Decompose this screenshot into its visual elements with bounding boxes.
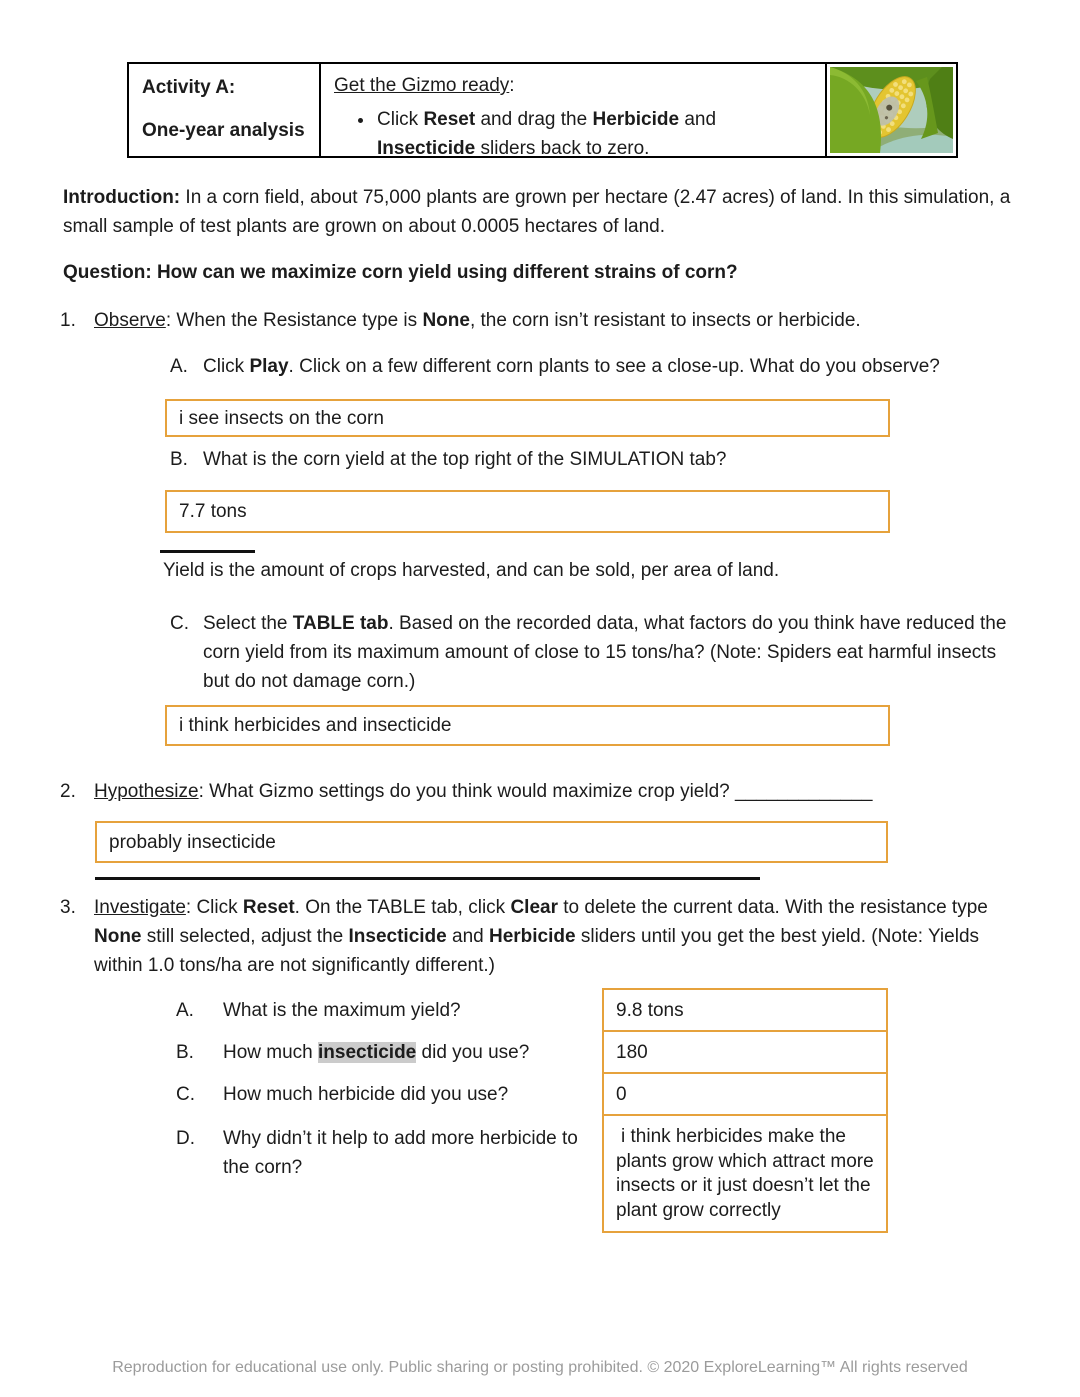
- blank-short-line: [160, 550, 255, 553]
- question-1c: [170, 609, 1020, 696]
- answer-box-1b[interactable]: [165, 490, 890, 533]
- answer-3b-text: 180: [616, 1041, 648, 1063]
- activity-name: One-year analysis: [142, 120, 305, 141]
- answer-2-text: probably insecticide: [109, 831, 276, 853]
- gizmo-ready-list: [334, 105, 815, 163]
- question-1b-letter: B.: [170, 449, 188, 470]
- question-3d-row: [176, 1114, 888, 1233]
- answer-box-1c[interactable]: [165, 705, 890, 746]
- item-2-number: 2.: [60, 781, 76, 802]
- answer-1b-text: 7.7 tons: [179, 501, 247, 522]
- answer-1a-text: i see insects on the corn: [179, 407, 384, 429]
- question-3a-letter: A.: [176, 999, 194, 1021]
- answer-box-2[interactable]: [95, 821, 888, 863]
- question-1a: [170, 352, 1020, 381]
- activity-label: Activity A:: [142, 77, 236, 98]
- question-1b-text: What is the corn yield at the top right of the SIMULATION tab?: [203, 449, 727, 470]
- answer-box-3d[interactable]: [602, 1114, 888, 1233]
- question-1b: [170, 445, 1020, 474]
- corn-photo: [830, 67, 953, 153]
- gizmo-header-table: [127, 62, 958, 158]
- question-3c-text: How much herbicide did you use?: [223, 1083, 509, 1105]
- answer-box-3b[interactable]: [602, 1030, 888, 1074]
- item-1-text: Observe: When the Resistance type is None, the corn isn’t resistant to insects or herbicide.: [94, 310, 861, 331]
- question-3d-letter: D.: [176, 1128, 195, 1149]
- answer-3a-text: 9.8 tons: [616, 999, 684, 1021]
- corn-photo-cell: [825, 64, 956, 156]
- gizmo-instructions-cell: [321, 64, 825, 159]
- item-3-number: 3.: [60, 897, 76, 918]
- question-3d-text: Why didn’t it help to add more herbicide to the corn?: [223, 1128, 578, 1178]
- activity-cell: [129, 64, 321, 156]
- footer-copyright: Reproduction for educational use only. Public sharing or posting prohibited. © 2020 ExploreLearning™ All rights reserved: [112, 1359, 968, 1376]
- item-2: [60, 777, 1020, 806]
- question-heading: Question: How can we maximize corn yield using different strains of corn?: [63, 262, 738, 283]
- answer-box-3c[interactable]: [602, 1072, 888, 1116]
- question-3b-text: How much insecticide did you use?: [223, 1041, 530, 1063]
- question-3c-row: [176, 1072, 888, 1116]
- intro-paragraph: Introduction: In a corn field, about 75,000 plants are grown per hectare (2.47 acres) of land. In this simulation, a small sample of test plants are grown on about 0.0005 hectares of land.: [63, 187, 1011, 237]
- question-1c-letter: C.: [170, 613, 189, 634]
- item-3: [60, 893, 1020, 980]
- yield-definition-note: Yield is the amount of crops harvested, and can be sold, per area of land.: [163, 560, 780, 581]
- answer-1c-text: i think herbicides and insecticide: [179, 715, 452, 736]
- question-3b-row: [176, 1030, 888, 1074]
- item-1-number: 1.: [60, 310, 76, 331]
- gizmo-ready-title: Get the Gizmo ready:: [334, 75, 515, 96]
- question-3b-letter: B.: [176, 1041, 194, 1063]
- answer-box-3a[interactable]: [602, 988, 888, 1032]
- question-3a-row: [176, 988, 888, 1032]
- question-1a-text: Click Play. Click on a few different corn plants to see a close-up. What do you observe?: [203, 356, 940, 377]
- question-3-grid: [0, 988, 1080, 1233]
- question-1a-letter: A.: [170, 356, 188, 377]
- blank-long-line: [95, 877, 760, 880]
- item-3-text: Investigate: Click Reset. On the TABLE tab, click Clear to delete the current data. With the resistance type None still selected, adjust the Insecticide and Herbicide sliders until you get the best yield. (Note: Yields within 1.0 tons/ha are not significantly different.): [94, 897, 988, 976]
- question-1c-text: Select the TABLE tab. Based on the recorded data, what factors do you think have reduced the corn yield from its maximum amount of close to 15 tons/ha? (Note: Spiders eat harmful insects but do not damage corn.): [203, 613, 1007, 692]
- question-3c-letter: C.: [176, 1083, 195, 1105]
- question-3a-text: What is the maximum yield?: [223, 999, 461, 1021]
- answer-3d-text: i think herbicides make the plants grow which attract more insects or it just doesn’t let the plant grow correctly: [616, 1126, 874, 1221]
- item-2-text: Hypothesize: What Gizmo settings do you think would maximize crop yield? _____________: [94, 781, 873, 802]
- answer-3c-text: 0: [616, 1083, 627, 1105]
- item-1: [60, 306, 1020, 335]
- gizmo-ready-bullet: • Click Reset and drag the Herbicide and Insecticide sliders back to zero.: [375, 105, 739, 163]
- answer-box-1a[interactable]: [165, 399, 890, 437]
